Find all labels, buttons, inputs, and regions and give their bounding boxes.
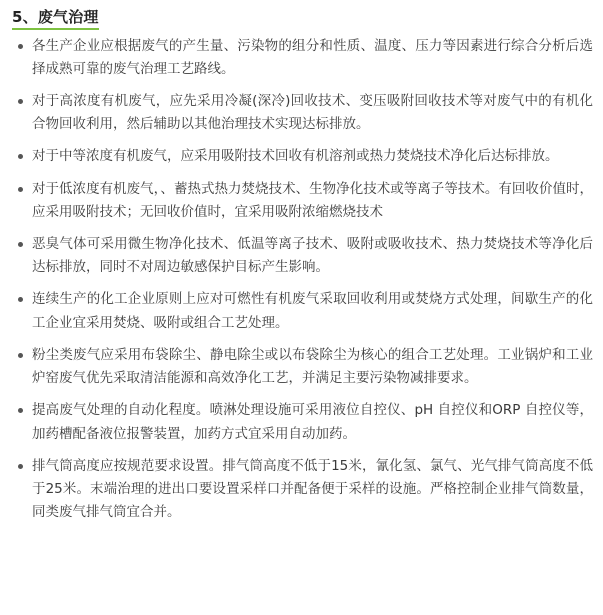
list-item [10,178,593,224]
list-item [10,145,593,168]
list-item-text: 各生产企业应根据废气的产生量、污染物的组分和性质、温度、压力等因素进行综合分析后选择成熟可靠的废气治理工艺路线。 [32,37,593,77]
list-item [10,399,593,445]
list-item [10,455,593,525]
list-item-text: 提高废气处理的自动化程度。喷淋处理设施可采用液位自控仪、pH 自控仪和ORP 自控仪等，加药槽配备液位报警装置，加药方式宜采用自动加药。 [32,402,593,442]
list-item-text: 对于高浓度有机废气，应先采用冷凝(深冷)回收技术、变压吸附回收技术等对废气中的有机化合物回收利用，然后辅助以其他治理技术实现达标排放。 [32,92,593,133]
list-item-text: 恶臭气体可采用微生物净化技术、低温等离子技术、吸附或吸收技术、热力焚烧技术等净化后达标排放，同时不对周边敏感保护目标产生影响。 [32,236,593,276]
list-item [10,233,593,279]
list-item-text: 对于中等浓度有机废气，应采用吸附技术回收有机溶剂或热力焚烧技术净化后达标排放。 [32,148,559,165]
list-item [10,90,593,136]
list-item-text: 对于低浓度有机废气，、蓄热式热力焚烧技术、生物净化技术或等离子等技术。有回收价值时，应采用吸附技术；无回收价值时，宜采用吸附浓缩燃烧技术 [32,180,593,220]
bullet-list [10,35,593,525]
list-item-text: 连续生产的化工企业原则上应对可燃性有机废气采取回收利用或焚烧方式处理，间歇生产的化工企业宜采用焚烧、吸附或组合工艺处理。 [32,291,593,331]
list-item [10,288,593,334]
list-item-text: 粉尘类废气应采用布袋除尘、静电除尘或以布袋除尘为核心的组合工艺处理。工业锅炉和工业炉窑废气优先采取清洁能源和高效净化工艺，并满足主要污染物减排要求。 [32,346,593,387]
list-item [10,344,593,390]
section-heading-text: 5、废气治理 [12,8,99,30]
list-item [10,35,593,81]
page-title [12,6,593,29]
list-item-text: 排气筒高度应按规范要求设置。排气筒高度不低于15米，氰化氢、氯气、光气排气筒高度不低于25米。末端治理的进出口要设置采样口并配备便于采样的设施。严格控制企业排气筒数量，同类废气排气筒宜合并。 [32,457,593,521]
